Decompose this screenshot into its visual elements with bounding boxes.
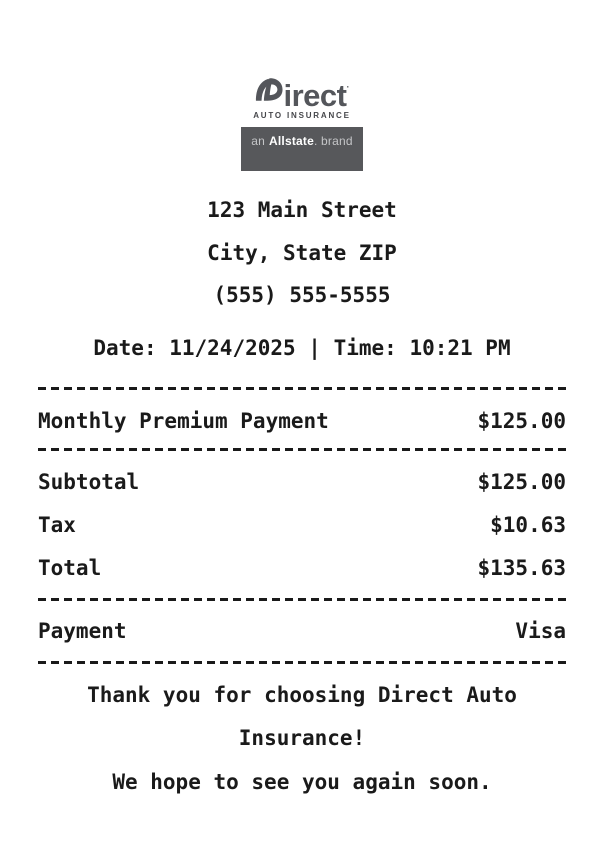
line-item-name: Monthly Premium Payment [38, 408, 329, 433]
allstate-brand-banner [241, 127, 363, 171]
date-time-line: Date: 11/24/2025 | Time: 10:21 PM [93, 335, 511, 360]
payment-label: Payment [38, 618, 127, 643]
tax-amount: $10.63 [490, 512, 566, 537]
address-line-1: 123 Main Street [207, 198, 397, 222]
direct-d-icon [255, 77, 283, 107]
direct-wordmark-text: irect [283, 78, 347, 113]
banner-suffix: . brand [313, 134, 353, 148]
line-item-row [38, 400, 566, 443]
footer-message-block [38, 674, 566, 805]
divider-dashed-1 [38, 387, 566, 390]
payment-row [38, 610, 566, 653]
totals-block [38, 461, 566, 590]
thank-you-line-1: Thank you for choosing Direct Auto [87, 682, 517, 707]
direct-logo [38, 78, 566, 113]
line-item-amount: $125.00 [477, 408, 566, 433]
address-line-2: City, State ZIP [207, 240, 397, 265]
allstate-name: Allstate [269, 134, 314, 148]
total-amount: $135.63 [477, 555, 566, 580]
divider-dashed-3 [38, 598, 566, 601]
subtotal-amount: $125.00 [477, 469, 566, 494]
total-row [38, 547, 566, 590]
store-phone: (555) 555-5555 [213, 283, 391, 307]
payment-method: Visa [515, 618, 566, 643]
subtotal-row [38, 461, 566, 504]
banner-prefix: an [251, 134, 266, 148]
divider-dashed-4 [38, 661, 566, 664]
total-label: Total [38, 555, 102, 580]
logo-block [38, 0, 566, 171]
see-you-soon-line: We hope to see you again soon. [112, 769, 492, 794]
trademark-dot-icon: · [346, 82, 350, 92]
store-address-block [38, 189, 566, 317]
subtotal-label: Subtotal [38, 469, 140, 494]
tax-row [38, 504, 566, 547]
auto-insurance-tagline: AUTO INSURANCE [253, 111, 351, 120]
tax-label: Tax [38, 512, 76, 537]
thank-you-line-2: Insurance! [238, 726, 366, 750]
divider-dashed-2 [38, 448, 566, 451]
